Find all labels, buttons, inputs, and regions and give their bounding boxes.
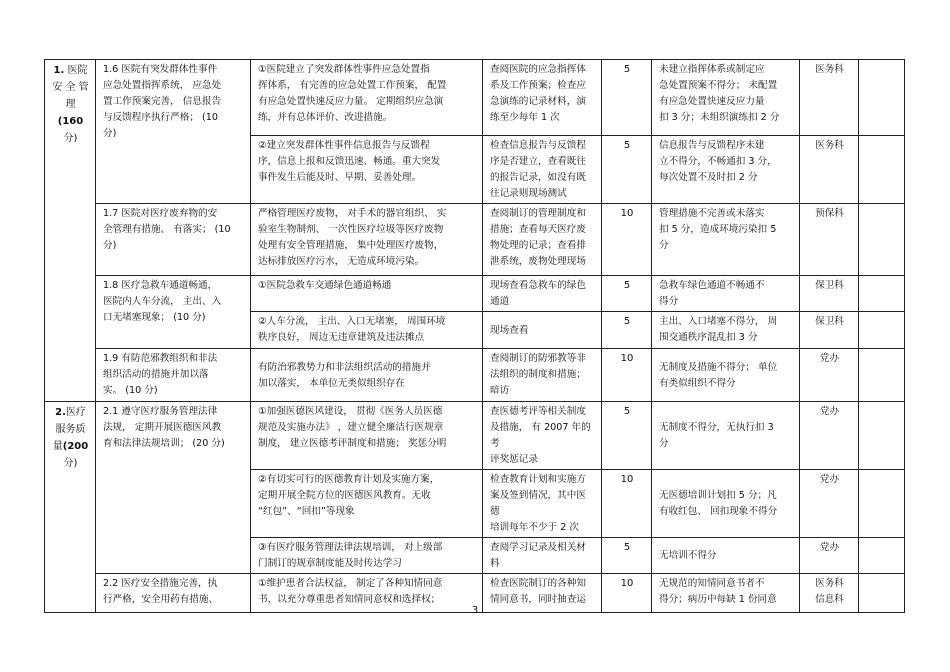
score-cell: 5 bbox=[602, 538, 652, 574]
department-cell: 党办 bbox=[800, 402, 859, 470]
deduction-cell: 未建立指挥体系或制定应 急处置预案不得分； 未配置 有应急处置快速反应力量 扣 3 分；未组织演练扣 2 分 bbox=[652, 60, 800, 136]
assessment-table bbox=[44, 59, 905, 613]
standard-cell: ②建立突发群体性事件信息报告与反馈程 序，信息上报和反馈迅速、畅通。重大突发 事件发生后能及时、早期、妥善处理。 bbox=[251, 136, 483, 204]
standard-cell: ③有医疗服务管理法律法规培训， 对上级部 门制订的规章制度能及时传达学习 bbox=[251, 538, 483, 574]
table-row bbox=[45, 402, 905, 470]
table-row bbox=[45, 276, 905, 312]
department-cell: 医务科 信息科 bbox=[800, 574, 859, 613]
standard-cell: ②人车分流， 主出、入口无堵塞， 周围环境 秩序良好， 周边无违章建筑及违法摊点 bbox=[251, 312, 483, 349]
remark-cell bbox=[859, 276, 905, 312]
standard-cell: ①医院急救车交通绿色通道畅通 bbox=[251, 276, 483, 312]
score-cell: 10 bbox=[602, 349, 652, 402]
standard-cell: ①维护患者合法权益， 制定了各种知情同意 书，以充分尊重患者知情同意权和选择权； bbox=[251, 574, 483, 613]
remark-cell bbox=[859, 349, 905, 402]
remark-cell bbox=[859, 538, 905, 574]
department-cell: 保卫科 bbox=[800, 276, 859, 312]
remark-cell bbox=[859, 204, 905, 276]
deduction-cell: 主出、入口堵塞不得分， 周 围交通秩序混乱扣 3 分 bbox=[652, 312, 800, 349]
item-cell: 1.9 有防范邪教组织和非法 组织活动的措施并加以落 实。 (10 分) bbox=[96, 349, 251, 402]
standard-cell: ①加强医德医风建设， 贯彻《医务人员医德 规范及实施办法》 ，建立健全廉洁行医规章 制度， 建立医德考评制度和措施； 奖惩分明 bbox=[251, 402, 483, 470]
department-cell: 保卫科 bbox=[800, 312, 859, 349]
item-cell: 2.2 医疗安全措施完善，执 行严格，安全用药有措施、 bbox=[96, 574, 251, 613]
method-cell: 现场查看急救车的绿色 通道 bbox=[483, 276, 602, 312]
table-row bbox=[45, 60, 905, 136]
table-row bbox=[45, 204, 905, 276]
method-cell: 现场查看 bbox=[483, 312, 602, 349]
remark-cell bbox=[859, 470, 905, 538]
score-cell: 5 bbox=[602, 136, 652, 204]
score-cell: 10 bbox=[602, 470, 652, 538]
item-cell: 1.8 医疗急救车通道畅通， 医院内人车分流， 主出、入 口无堵塞现象； (10 分) bbox=[96, 276, 251, 349]
remark-cell bbox=[859, 312, 905, 349]
category-cell-2: 2.医疗 服务质 量(200 分) bbox=[45, 402, 96, 613]
remark-cell bbox=[859, 402, 905, 470]
department-cell: 党办 bbox=[800, 538, 859, 574]
page-number: 3 bbox=[471, 605, 479, 616]
department-cell: 党办 bbox=[800, 349, 859, 402]
method-cell: 检查信息报告与反馈程 序是否建立，查看既往 的报告记录，如没有既 往记录则现场测试 bbox=[483, 136, 602, 204]
category-cell-1: 1. 医院 安 全 管 理 (160 分) bbox=[45, 60, 96, 402]
item-cell: 1.6 医院有突发群体性事件 应急处置指挥系统， 应急处 置工作预案完善， 信息报告 与反馈程序执行严格； (10 分) bbox=[96, 60, 251, 204]
standard-cell: ①医院建立了突发群体性事件应急处置指 挥体系， 有完善的应急处置工作预案， 配置 有应急处置快速反应力量。 定期组织应急演 练，并有总体评价、改进措施。 bbox=[251, 60, 483, 136]
department-cell: 医务科 bbox=[800, 136, 859, 204]
score-cell: 5 bbox=[602, 60, 652, 136]
deduction-cell: 无医德培训计划扣 5 分；凡 有收红包、 回扣现象不得分 bbox=[652, 470, 800, 538]
score-cell: 5 bbox=[602, 312, 652, 349]
method-cell: 查阅制订的管理制度和 措施；查看每天医疗废 物处理的记录；查看排 泄系统，废物处理现场 bbox=[483, 204, 602, 276]
method-cell: 查阅制订的防邪教等非 法组织的制度和措施； 暗访 bbox=[483, 349, 602, 402]
method-cell: 查阅学习记录及相关材 料 bbox=[483, 538, 602, 574]
department-cell: 预保科 bbox=[800, 204, 859, 276]
standard-cell: ②有切实可行的医德教育计划及实施方案， 定期开展全院方位的医德医风教育。无收 “红包”、“回扣”等现象 bbox=[251, 470, 483, 538]
item-cell: 2.1 遵守医疗服务管理法律 法规， 定期开展医德医风教 育和法律法规培训； (20 分) bbox=[96, 402, 251, 574]
score-cell: 5 bbox=[602, 276, 652, 312]
deduction-cell: 无制度不得分，无执行扣 3 分 bbox=[652, 402, 800, 470]
item-cell: 1.7 医院对医疗废弃物的安 全管理有措施、 有落实； (10 分) bbox=[96, 204, 251, 276]
deduction-cell: 无规范的知情同意书者不 得分；病历中每缺 1 份同意 bbox=[652, 574, 800, 613]
department-cell: 党办 bbox=[800, 470, 859, 538]
method-cell: 查医德考评等相关制度 及措施， 有 2007 年的考 评奖惩记录 bbox=[483, 402, 602, 470]
standard-cell: 有防治邪教势力和非法组织活动的措施并 加以落实， 本单位无类似组织存在 bbox=[251, 349, 483, 402]
method-cell: 检查医院制订的各种知 情同意书，同时抽查运 bbox=[483, 574, 602, 613]
department-cell: 医务科 bbox=[800, 60, 859, 136]
table-row bbox=[45, 349, 905, 402]
score-cell: 5 bbox=[602, 402, 652, 470]
remark-cell bbox=[859, 60, 905, 136]
deduction-cell: 无培训不得分 bbox=[652, 538, 800, 574]
method-cell: 查阅医院的应急指挥体 系及工作预案；检查应 急演练的记录材料，演 练至少每年 1 次 bbox=[483, 60, 602, 136]
score-cell: 10 bbox=[602, 204, 652, 276]
deduction-cell: 信息报告与反馈程序未建 立不得分，不畅通扣 3 分， 每次处置不及时扣 2 分 bbox=[652, 136, 800, 204]
score-cell: 10 bbox=[602, 574, 652, 613]
deduction-cell: 无制度及措施不得分； 单位 有类似组织不得分 bbox=[652, 349, 800, 402]
method-cell: 检查教育计划和实施方 案及签到情况，其中医德 培训每年不少于 2 次 bbox=[483, 470, 602, 538]
standard-cell: 严格管理医疗废物， 对手术的器官组织、 实 验室生物制剂、 一次性医疗垃圾等医疗废物 处理有安全管理措施， 集中处理医疗废物， 达标排放医疗污水， 无造成环境污染。 bbox=[251, 204, 483, 276]
remark-cell bbox=[859, 136, 905, 204]
deduction-cell: 管理措施不完善或未落实 扣 5 分，造成环境污染扣 5 分 bbox=[652, 204, 800, 276]
deduction-cell: 急救车绿色通道不畅通不 得分 bbox=[652, 276, 800, 312]
